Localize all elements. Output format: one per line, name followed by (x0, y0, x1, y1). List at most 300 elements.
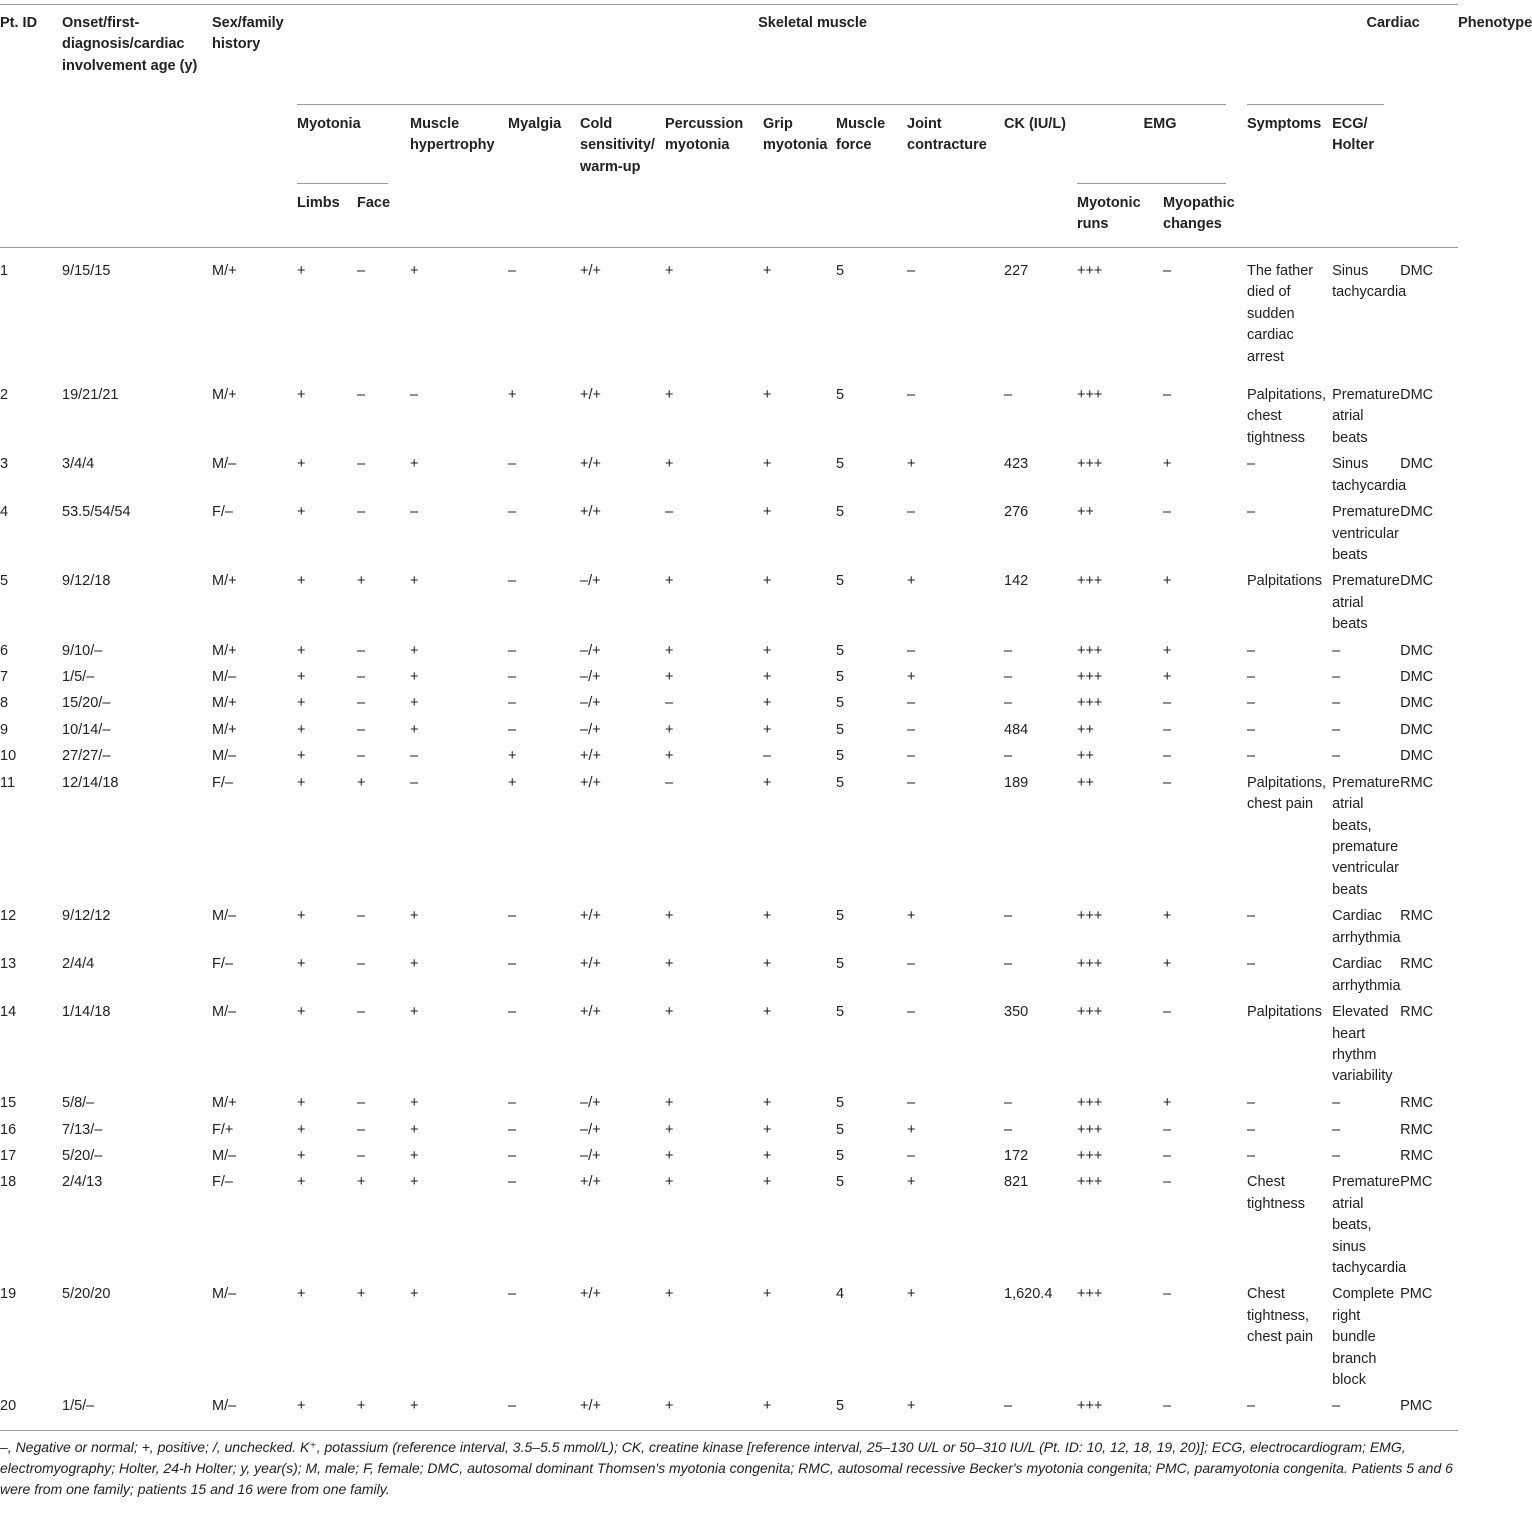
cell-myopathic-changes: – (1163, 1004, 1172, 1021)
cell-sex-family: M/– (212, 456, 237, 473)
cell-muscle-force: 5 (836, 748, 845, 765)
cell-muscle-force: 5 (836, 387, 845, 403)
header-ck: CK (IU/L) (1004, 116, 1067, 132)
cell-phenotype: RMC (1400, 1147, 1434, 1164)
cell-pt-id: 20 (0, 1398, 17, 1415)
cell-myalgia: – (508, 956, 517, 973)
table-row (0, 566, 1458, 635)
cell-muscle-force: 5 (836, 1147, 845, 1164)
cell-symptoms: – (1247, 1095, 1256, 1112)
cell-face: – (357, 1121, 366, 1138)
cell-myotonic-runs: ++ (1077, 721, 1094, 738)
cell-myopathic-changes: – (1163, 1398, 1172, 1415)
cell-hypertrophy: + (410, 1095, 419, 1112)
cell-limbs: + (297, 669, 306, 686)
cell-myalgia: – (508, 721, 517, 738)
cell-onset-age: 15/20/– (62, 695, 111, 712)
cell-limbs: + (297, 695, 306, 712)
cell-myotonic-runs: +++ (1077, 1286, 1103, 1303)
cell-ecg-holter: Premature atrial beats (1332, 573, 1400, 633)
cell-grip: + (763, 774, 772, 791)
cell-myotonic-runs: ++ (1077, 504, 1094, 521)
header-muscle-force: Muscle force (836, 116, 886, 154)
cell-limbs: + (297, 774, 306, 791)
cell-myalgia: – (508, 1147, 517, 1164)
cell-sex-family: M/+ (212, 695, 237, 712)
cell-muscle-force: 5 (836, 1095, 845, 1112)
cell-onset-age: 9/12/18 (62, 573, 111, 590)
cell-myopathic-changes: + (1163, 642, 1172, 659)
table-row (0, 636, 1458, 662)
header-percussion-myotonia: Percussion myotonia (665, 116, 744, 154)
cell-pt-id: 5 (0, 573, 9, 590)
cell-myalgia: + (508, 748, 517, 765)
cell-myalgia: – (508, 908, 517, 925)
cell-onset-age: 27/27/– (62, 748, 111, 765)
cell-phenotype: RMC (1400, 908, 1434, 925)
cell-sex-family: M/– (212, 669, 237, 686)
cell-onset-age: 9/15/15 (62, 263, 111, 279)
cell-hypertrophy: + (410, 1147, 419, 1164)
cell-face: – (357, 642, 366, 659)
cell-myalgia: – (508, 1095, 517, 1112)
cell-symptoms: Chest tightness, chest pain (1247, 1286, 1314, 1346)
cell-phenotype: DMC (1400, 387, 1434, 403)
cell-myotonic-runs: +++ (1077, 1121, 1103, 1138)
cell-myopathic-changes: + (1163, 1095, 1172, 1112)
cell-ck: – (1004, 1121, 1013, 1138)
cell-ecg-holter: – (1332, 669, 1341, 686)
cell-onset-age: 2/4/13 (62, 1174, 103, 1191)
cell-cold-sensitivity: +/+ (580, 908, 601, 925)
cell-sex-family: M/+ (212, 642, 237, 659)
cell-pt-id: 10 (0, 748, 17, 765)
cell-grip: + (763, 573, 772, 590)
cell-limbs: + (297, 908, 306, 925)
cell-cold-sensitivity: –/+ (580, 573, 601, 590)
cell-ck: 350 (1004, 1004, 1029, 1021)
cell-face: – (357, 263, 366, 279)
cell-cold-sensitivity: +/+ (580, 1398, 601, 1415)
cell-hypertrophy: + (410, 1286, 419, 1303)
table-row (0, 1141, 1458, 1167)
cell-joint-contracture: + (907, 573, 916, 590)
cell-muscle-force: 5 (836, 1004, 845, 1021)
cell-cold-sensitivity: +/+ (580, 1174, 601, 1191)
cell-myalgia: – (508, 263, 517, 279)
header-pt-id: Pt. ID (0, 15, 38, 31)
cell-ecg-holter: – (1332, 695, 1341, 712)
cell-pt-id: 16 (0, 1121, 17, 1138)
cell-limbs: + (297, 263, 306, 279)
cell-limbs: + (297, 1398, 306, 1415)
cell-symptoms: – (1247, 504, 1256, 521)
cell-hypertrophy: + (410, 456, 419, 473)
table-row (0, 741, 1458, 767)
cell-cold-sensitivity: +/+ (580, 387, 601, 403)
cell-hypertrophy: + (410, 695, 419, 712)
table-body (0, 247, 1458, 1418)
cell-myalgia: – (508, 456, 517, 473)
cell-joint-contracture: + (907, 908, 916, 925)
cell-pt-id: 19 (0, 1286, 17, 1303)
cell-face: – (357, 1095, 366, 1112)
cell-hypertrophy: + (410, 1174, 419, 1191)
cell-joint-contracture: + (907, 669, 916, 686)
cell-symptoms: – (1247, 1121, 1256, 1138)
cell-onset-age: 10/14/– (62, 721, 111, 738)
cell-myopathic-changes: + (1163, 956, 1172, 973)
cell-percussion: + (665, 1095, 674, 1112)
cell-percussion: + (665, 721, 674, 738)
cell-ecg-holter: Premature atrial beats (1332, 387, 1400, 446)
table-row (0, 449, 1458, 497)
cell-limbs: + (297, 1286, 306, 1303)
cell-hypertrophy: – (410, 504, 419, 521)
cell-ecg-holter: – (1332, 1147, 1341, 1164)
cell-ck: – (1004, 1398, 1013, 1415)
header-symptoms: Symptoms (1247, 116, 1322, 132)
cell-ck: – (1004, 642, 1013, 659)
header-limbs: Limbs (297, 195, 340, 211)
cell-percussion: + (665, 1398, 674, 1415)
cell-joint-contracture: – (907, 1095, 916, 1112)
cell-ck: – (1004, 748, 1013, 765)
cell-hypertrophy: + (410, 642, 419, 659)
cell-phenotype: DMC (1400, 642, 1434, 659)
cell-hypertrophy: + (410, 908, 419, 925)
table-footnote: –, Negative or normal; +, positive; /, unchecked. K⁺, potassium (reference interval, 3.5–5.5 mmol/L); CK, creatine kinase [reference interval, 25–130 U/L or 50–310 IU/L (Pt. ID: 10, 12, 18, 19, 20)]; ECG, electrocardiogram; EMG, electromyography; Holter, 24-h Holter; y, year(s); M, male; F, female; DMC, autosomal dominant Thomsen's myotonia congenita; RMC, autosomal recessive Becker's myotonia congenita; PMC, paramyotonia congenita. Patients 5 and 6 were from one family; patients 15 and 16 were from one family. (0, 1439, 1453, 1497)
cell-phenotype: PMC (1400, 1174, 1433, 1191)
cell-percussion: + (665, 387, 674, 403)
cell-phenotype: RMC (1400, 1004, 1434, 1021)
cell-ck: 227 (1004, 263, 1029, 279)
cell-percussion: + (665, 748, 674, 765)
cell-sex-family: M/– (212, 1004, 237, 1021)
table-row (0, 688, 1458, 714)
cell-limbs: + (297, 504, 306, 521)
cell-cold-sensitivity: –/+ (580, 695, 601, 712)
cell-phenotype: DMC (1400, 669, 1434, 686)
cell-hypertrophy: + (410, 263, 419, 279)
header-myotonia: Myotonia (297, 116, 361, 132)
cell-pt-id: 7 (0, 669, 9, 686)
cell-joint-contracture: – (907, 387, 916, 403)
cell-symptoms: – (1247, 695, 1256, 712)
cell-onset-age: 3/4/4 (62, 456, 95, 473)
cell-hypertrophy: – (410, 387, 419, 403)
cell-ck: 484 (1004, 721, 1029, 738)
cell-grip: + (763, 1286, 772, 1303)
header-skeletal-muscle: Skeletal muscle (758, 15, 867, 31)
cell-cold-sensitivity: +/+ (580, 748, 601, 765)
cell-myopathic-changes: – (1163, 1121, 1172, 1138)
cell-grip: + (763, 387, 772, 403)
cell-pt-id: 14 (0, 1004, 17, 1021)
cell-ecg-holter: Cardiac arrhythmia (1332, 956, 1401, 994)
cell-face: – (357, 908, 366, 925)
cell-grip: + (763, 721, 772, 738)
table-row (0, 1167, 1458, 1279)
cell-face: – (357, 695, 366, 712)
cell-percussion: – (665, 695, 674, 712)
cell-cold-sensitivity: –/+ (580, 669, 601, 686)
header-muscle-hypertrophy: Muscle hypertrophy (410, 116, 495, 154)
cell-sex-family: F/– (212, 1174, 233, 1191)
cell-joint-contracture: – (907, 748, 916, 765)
cell-onset-age: 9/10/– (62, 642, 103, 659)
cell-joint-contracture: – (907, 642, 916, 659)
cell-hypertrophy: + (410, 669, 419, 686)
table-header: Pt. ID Onset/first-diagnosis/cardiac involvement age (y) Sex/family history Skeletal muscle Cardiac Phenotype Myotonia Muscle hypertrophy Myalgia Cold sensitivity/ warm-up Percussion myotonia Grip myotonia Muscle force Joint contracture CK (IU/L) EMG Symptoms ECG/ Holter Limbs Face Myotonic runs Myopathic changes (0, 5, 1458, 247)
cell-percussion: + (665, 1174, 674, 1191)
cell-myotonic-runs: +++ (1077, 908, 1103, 925)
cell-onset-age: 1/5/– (62, 669, 95, 686)
table-row (0, 768, 1458, 901)
cell-symptoms: Palpitations (1247, 573, 1322, 590)
table-row (0, 247, 1458, 380)
cell-limbs: + (297, 387, 306, 403)
cell-ecg-holter: Elevated heart rhythm variability (1332, 1004, 1393, 1085)
cell-cold-sensitivity: –/+ (580, 1121, 601, 1138)
cell-percussion: + (665, 908, 674, 925)
cell-percussion: + (665, 1286, 674, 1303)
cell-muscle-force: 5 (836, 669, 845, 686)
cell-grip: + (763, 1004, 772, 1021)
cell-face: – (357, 387, 366, 403)
cell-sex-family: F/+ (212, 1121, 234, 1138)
cell-myopathic-changes: – (1163, 774, 1172, 791)
cell-grip: + (763, 263, 772, 279)
cell-limbs: + (297, 721, 306, 738)
table-row (0, 497, 1458, 566)
cell-symptoms: – (1247, 1398, 1256, 1415)
header-cold-sensitivity: Cold sensitivity/ warm-up (580, 116, 655, 175)
cell-percussion: + (665, 573, 674, 590)
cell-hypertrophy: + (410, 573, 419, 590)
cell-joint-contracture: + (907, 1398, 916, 1415)
cell-phenotype: DMC (1400, 721, 1434, 738)
cell-onset-age: 5/8/– (62, 1095, 95, 1112)
cell-limbs: + (297, 1004, 306, 1021)
table-row (0, 997, 1458, 1088)
cell-myopathic-changes: – (1163, 1174, 1172, 1191)
cell-onset-age: 1/5/– (62, 1398, 95, 1415)
cell-phenotype: PMC (1400, 1398, 1433, 1415)
cell-pt-id: 17 (0, 1147, 17, 1164)
cell-myotonic-runs: ++ (1077, 774, 1094, 791)
header-ecg-holter: ECG/ Holter (1332, 116, 1374, 154)
cell-sex-family: M/– (212, 748, 237, 765)
cell-ecg-holter: Premature atrial beats, sinus tachycardia (1332, 1174, 1407, 1276)
cell-ecg-holter: Sinus tachycardia (1332, 456, 1407, 494)
cell-grip: + (763, 1095, 772, 1112)
cell-myalgia: – (508, 573, 517, 590)
table-row (0, 662, 1458, 688)
cell-myalgia: – (508, 1286, 517, 1303)
cell-muscle-force: 5 (836, 504, 845, 521)
cell-myotonic-runs: +++ (1077, 1004, 1103, 1021)
cell-symptoms: – (1247, 669, 1256, 686)
cell-cold-sensitivity: +/+ (580, 456, 601, 473)
cell-grip: + (763, 1174, 772, 1191)
cell-face: + (357, 573, 366, 590)
cell-onset-age: 19/21/21 (62, 387, 119, 403)
cell-myotonic-runs: +++ (1077, 669, 1103, 686)
cell-phenotype: DMC (1400, 504, 1434, 521)
cell-ecg-holter: Premature atrial beats, premature ventricular beats (1332, 774, 1400, 898)
cell-joint-contracture: – (907, 1004, 916, 1021)
cell-symptoms: – (1247, 642, 1256, 659)
cell-percussion: + (665, 1004, 674, 1021)
cell-myopathic-changes: – (1163, 504, 1172, 521)
cell-limbs: + (297, 1174, 306, 1191)
cell-phenotype: DMC (1400, 695, 1434, 712)
cell-myopathic-changes: – (1163, 721, 1172, 738)
cell-symptoms: Palpitations, chest tightness (1247, 387, 1326, 446)
cell-grip: + (763, 456, 772, 473)
cell-myalgia: – (508, 669, 517, 686)
cell-pt-id: 13 (0, 956, 17, 973)
cell-ck: – (1004, 669, 1013, 686)
table-row (0, 380, 1458, 449)
cell-hypertrophy: – (410, 774, 419, 791)
cell-joint-contracture: – (907, 774, 916, 791)
cell-grip: + (763, 1147, 772, 1164)
cell-muscle-force: 5 (836, 573, 845, 590)
cell-ecg-holter: Cardiac arrhythmia (1332, 908, 1401, 946)
cell-myotonic-runs: ++ (1077, 748, 1094, 765)
cell-myopathic-changes: + (1163, 456, 1172, 473)
cell-muscle-force: 5 (836, 908, 845, 925)
cell-ecg-holter: Complete right bundle branch block (1332, 1286, 1395, 1388)
cell-grip: – (763, 748, 772, 765)
cell-limbs: + (297, 456, 306, 473)
header-onset-age: Onset/first-diagnosis/cardiac involvement age (y) (62, 15, 198, 74)
cell-myopathic-changes: – (1163, 263, 1172, 279)
cell-muscle-force: 5 (836, 642, 845, 659)
cell-face: + (357, 1398, 366, 1415)
cell-muscle-force: 5 (836, 456, 845, 473)
clinical-features-table (0, 5, 1532, 1418)
cell-percussion: – (665, 774, 674, 791)
cell-sex-family: F/– (212, 504, 233, 521)
cell-joint-contracture: + (907, 1286, 916, 1303)
header-myalgia: Myalgia (508, 116, 562, 132)
cell-sex-family: M/+ (212, 387, 237, 403)
cell-onset-age: 12/14/18 (62, 774, 119, 791)
cell-sex-family: M/– (212, 1147, 237, 1164)
cell-limbs: + (297, 748, 306, 765)
cell-myotonic-runs: +++ (1077, 956, 1103, 973)
cell-pt-id: 15 (0, 1095, 17, 1112)
cell-symptoms: – (1247, 908, 1256, 925)
cell-myalgia: – (508, 504, 517, 521)
cell-cold-sensitivity: –/+ (580, 1147, 601, 1164)
cell-sex-family: M/+ (212, 263, 237, 279)
cell-percussion: – (665, 504, 674, 521)
cell-myotonic-runs: +++ (1077, 642, 1103, 659)
table-row (0, 1279, 1458, 1391)
cell-myalgia: – (508, 642, 517, 659)
cell-onset-age: 7/13/– (62, 1121, 103, 1138)
cell-myopathic-changes: – (1163, 1147, 1172, 1164)
cell-phenotype: DMC (1400, 748, 1434, 765)
cell-myotonic-runs: +++ (1077, 695, 1103, 712)
cell-limbs: + (297, 642, 306, 659)
cell-joint-contracture: – (907, 956, 916, 973)
cell-ck: 172 (1004, 1147, 1029, 1164)
cell-cold-sensitivity: +/+ (580, 1004, 601, 1021)
cell-phenotype: RMC (1400, 956, 1434, 973)
cell-pt-id: 4 (0, 504, 9, 521)
cell-sex-family: F/– (212, 956, 233, 973)
cell-cold-sensitivity: +/+ (580, 956, 601, 973)
cell-myotonic-runs: +++ (1077, 1147, 1103, 1164)
cell-symptoms: Palpitations, chest pain (1247, 774, 1326, 813)
cell-myotonic-runs: +++ (1077, 1398, 1103, 1415)
cell-cold-sensitivity: –/+ (580, 642, 601, 659)
cell-phenotype: PMC (1400, 1286, 1433, 1303)
cell-onset-age: 1/14/18 (62, 1004, 111, 1021)
table-row (0, 1391, 1458, 1417)
cell-hypertrophy: + (410, 1398, 419, 1415)
cell-symptoms: Chest tightness (1247, 1174, 1306, 1212)
cell-joint-contracture: – (907, 1147, 916, 1164)
cell-myopathic-changes: – (1163, 695, 1172, 712)
cell-ecg-holter: – (1332, 721, 1341, 738)
table-row (0, 901, 1458, 949)
cell-muscle-force: 5 (836, 774, 845, 791)
cell-ecg-holter: – (1332, 748, 1341, 765)
header-myotonic-runs: Myotonic runs (1077, 195, 1141, 233)
cell-grip: + (763, 956, 772, 973)
cell-grip: + (763, 504, 772, 521)
cell-phenotype: DMC (1400, 573, 1434, 590)
cell-sex-family: M/+ (212, 721, 237, 738)
cell-onset-age: 2/4/4 (62, 956, 95, 973)
cell-joint-contracture: – (907, 721, 916, 738)
table-bottom-rule (0, 1430, 1458, 1431)
cell-pt-id: 12 (0, 908, 17, 925)
cell-cold-sensitivity: +/+ (580, 263, 601, 279)
cell-sex-family: M/– (212, 908, 237, 925)
header-emg: EMG (1143, 116, 1177, 132)
cell-muscle-force: 4 (836, 1286, 845, 1303)
cell-pt-id: 2 (0, 387, 9, 403)
header-grip-myotonia: Grip myotonia (763, 116, 828, 154)
cell-myalgia: – (508, 695, 517, 712)
cell-ck: 142 (1004, 573, 1029, 590)
cell-myalgia: + (508, 774, 517, 791)
cell-percussion: + (665, 669, 674, 686)
cell-phenotype: RMC (1400, 774, 1434, 791)
cell-cold-sensitivity: –/+ (580, 1095, 601, 1112)
cell-ecg-holter: Sinus tachycardia (1332, 263, 1407, 301)
cell-myotonic-runs: +++ (1077, 573, 1103, 590)
cell-hypertrophy: + (410, 956, 419, 973)
cell-limbs: + (297, 1147, 306, 1164)
cell-symptoms: – (1247, 1147, 1256, 1164)
cell-sex-family: M/– (212, 1398, 237, 1415)
cell-ck: 189 (1004, 774, 1029, 791)
cell-grip: + (763, 695, 772, 712)
cell-percussion: + (665, 1147, 674, 1164)
cell-muscle-force: 5 (836, 263, 845, 279)
cell-myotonic-runs: +++ (1077, 1095, 1103, 1112)
cell-muscle-force: 5 (836, 1174, 845, 1191)
cell-pt-id: 9 (0, 721, 9, 738)
